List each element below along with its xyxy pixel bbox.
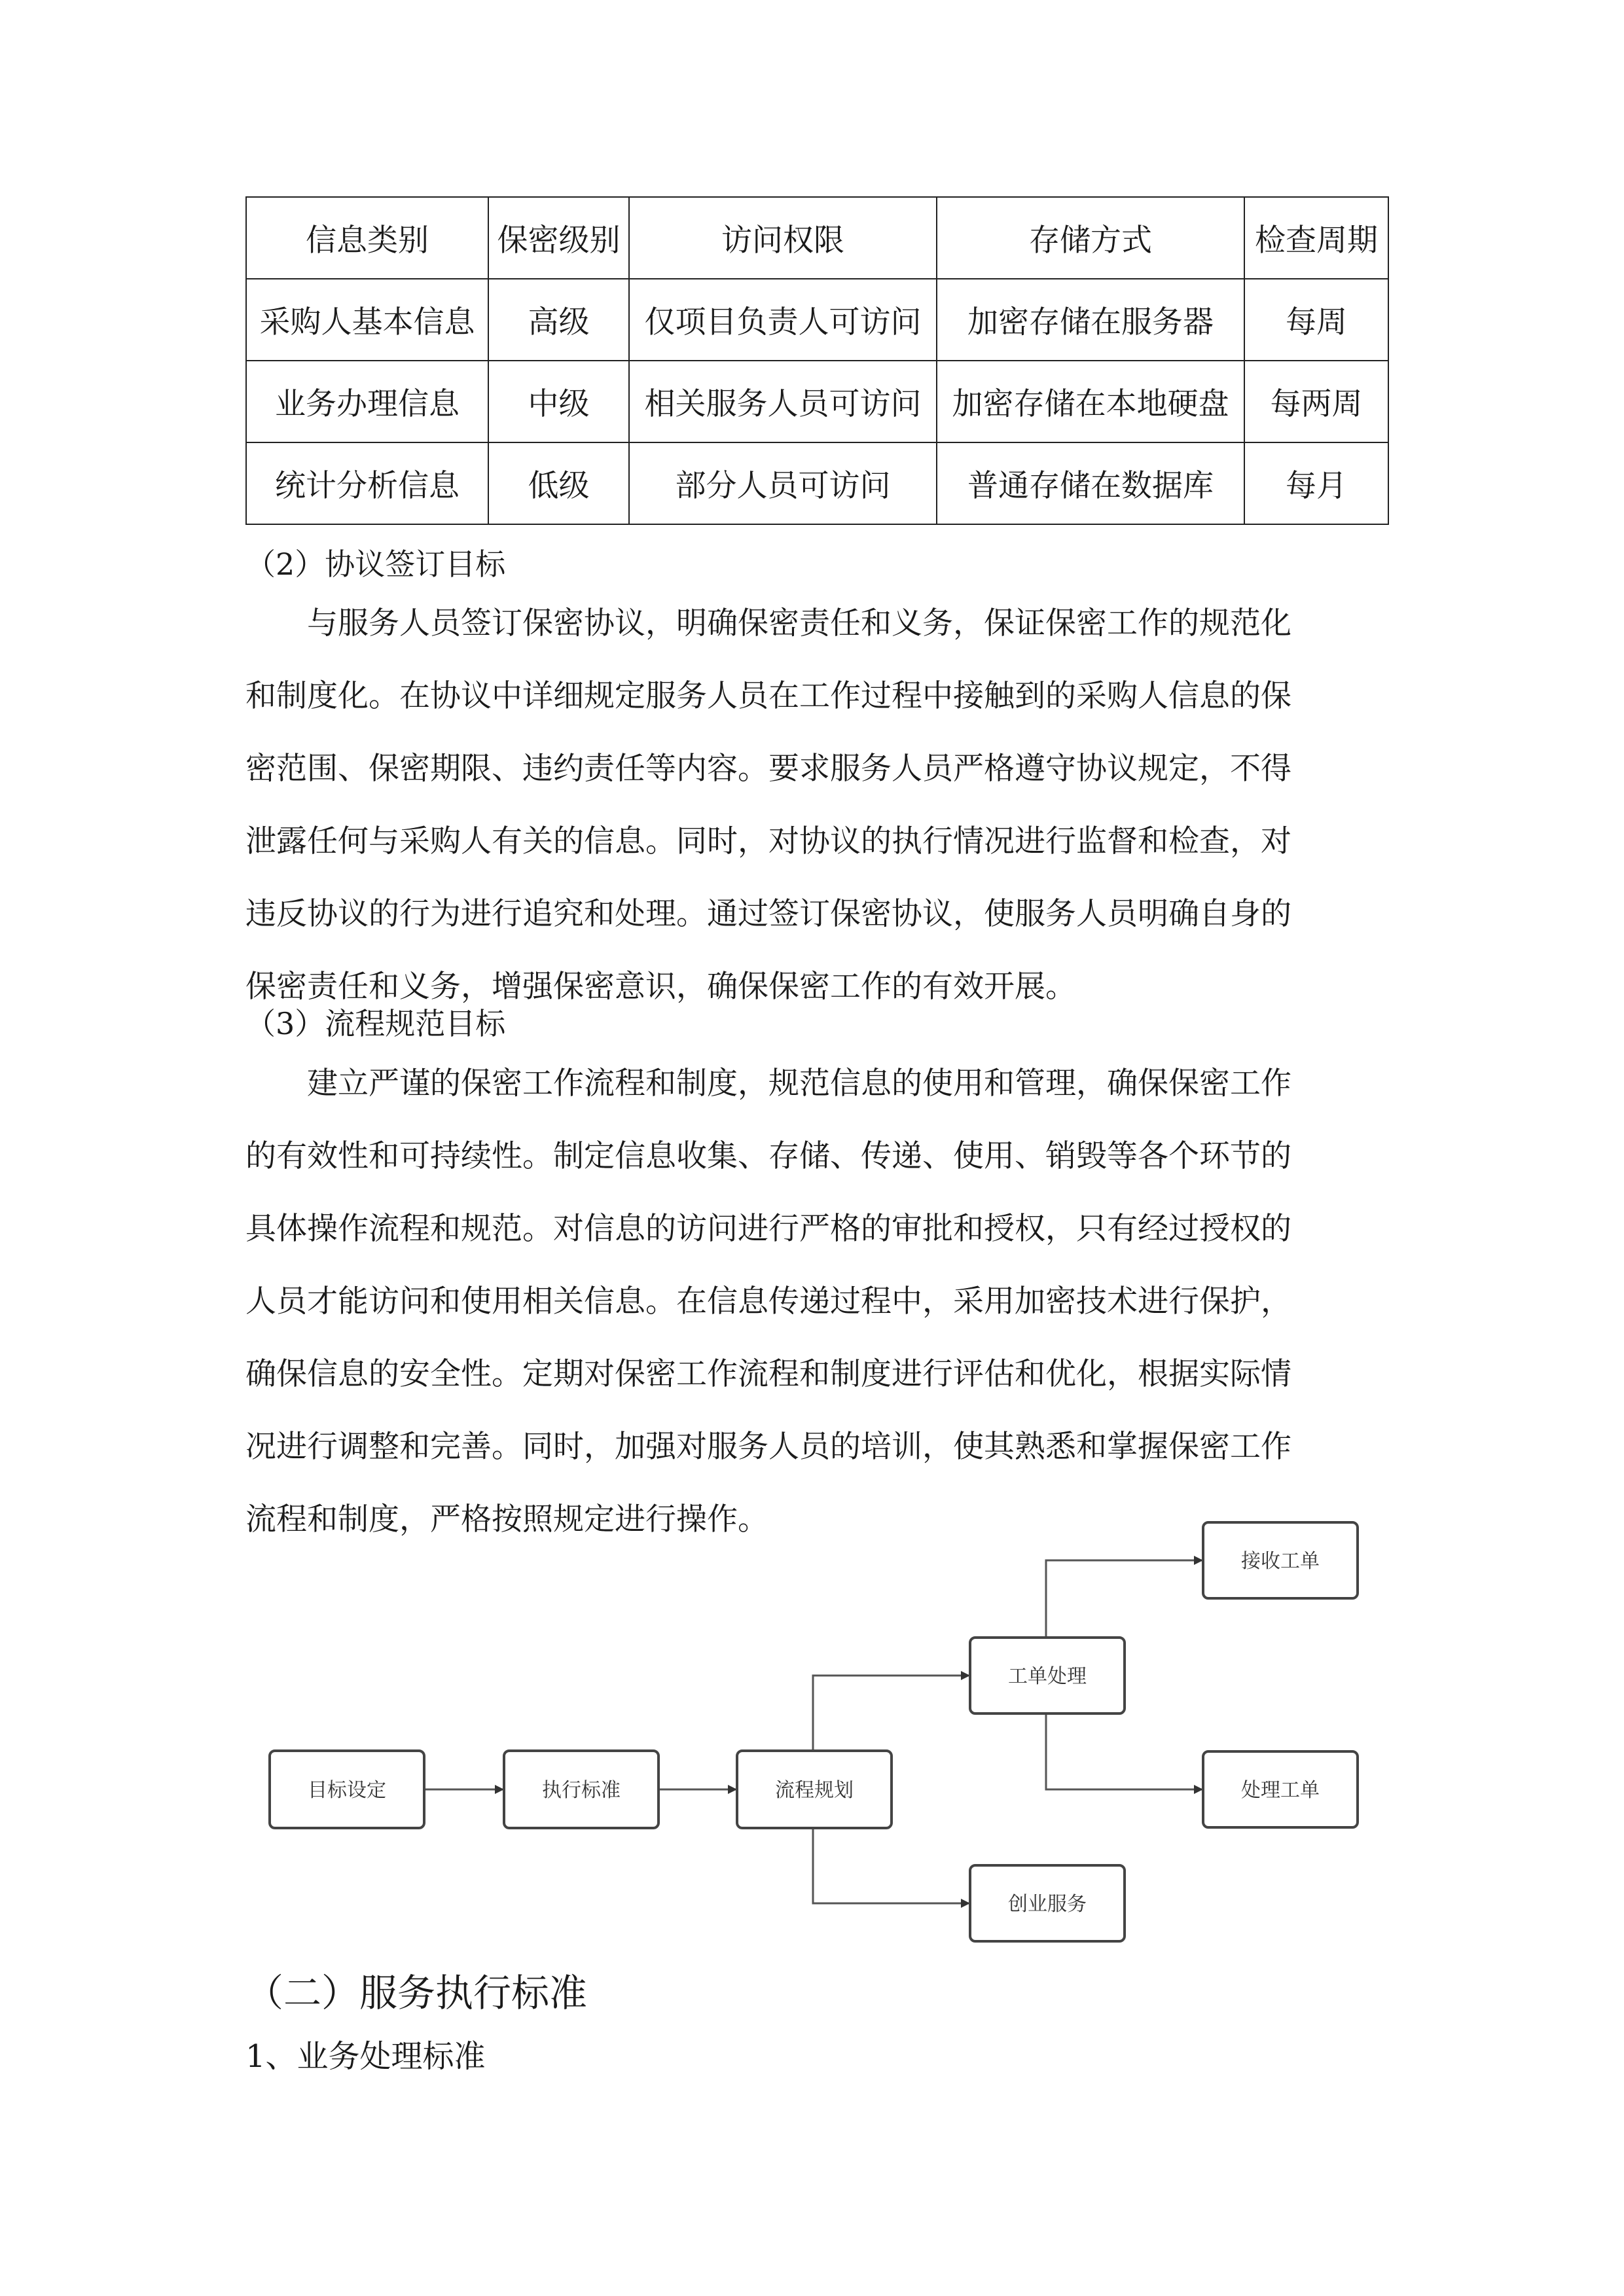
paragraph-line: 况进行调整和完善。同时，加强对服务人员的培训，使其熟悉和掌握保密工作 [245,1429,1291,1465]
table-cell: 高级 [488,279,629,361]
table-cell: 采购人基本信息 [246,279,488,361]
table-cell: 统计分析信息 [246,442,488,524]
table-cell: 每周 [1244,279,1388,361]
paragraph-line: 人员才能访问和使用相关信息。在信息传递过程中，采用加密技术进行保护， [245,1283,1291,1319]
paragraph-line: 保密责任和义务，增强保密意识，确保保密工作的有效开展。 [245,969,1076,1005]
table-cell: 部分人员可访问 [629,442,937,524]
paragraph-line: 确保信息的安全性。定期对保密工作流程和制度进行评估和优化，根据实际情 [245,1356,1291,1392]
table-cell: 中级 [488,361,629,442]
header-cell: 访问权限 [629,197,937,279]
paragraph-line: 泄露任何与采购人有关的信息。同时，对协议的执行情况进行监督和检查，对 [245,823,1291,859]
paragraph-line: 流程和制度，严格按照规定进行操作。 [245,1501,768,1537]
header-cell: 信息类别 [246,197,488,279]
edge-ticket-to-handle [1046,1715,1202,1789]
subsection-title-business: 1、业务处理标准 [245,2038,486,2075]
header-cell: 存储方式 [937,197,1244,279]
table-cell: 每月 [1244,442,1388,524]
table-cell: 加密存储在服务器 [937,279,1244,361]
node-label: 处理工单 [1241,1779,1320,1802]
node-execution-standard [504,1751,659,1828]
paragraph-line: 的有效性和可持续性。制定信息收集、存储、传递、使用、销毁等各个环节的 [245,1138,1291,1174]
node-label: 流程规划 [775,1779,854,1802]
section-heading-process: （3）流程规范目标 [245,1006,506,1041]
node-receive-ticket [1203,1522,1358,1598]
section-heading-agreement: （2）协议签订目标 [245,547,506,582]
paragraph-line: 与服务人员签订保密协议，明确保密责任和义务，保证保密工作的规范化 [307,605,1291,641]
node-ticket-processing [970,1638,1125,1713]
paragraph-line: 和制度化。在协议中详细规定服务人员在工作过程中接触到的采购人信息的保 [245,678,1291,714]
node-process-planning [737,1751,892,1828]
node-startup-service [970,1865,1125,1941]
paragraph-line: 违反协议的行为进行追究和处理。通过签订保密协议，使服务人员明确自身的 [245,896,1291,932]
node-label: 工单处理 [1008,1665,1087,1688]
section-title-service-standard: （二）服务执行标准 [245,1971,588,2015]
node-label: 执行标准 [542,1779,621,1802]
paragraph-line: 具体操作流程和规范。对信息的访问进行严格的审批和授权，只有经过授权的 [245,1211,1291,1247]
edge-plan-to-startup [813,1829,969,1903]
table-cell: 加密存储在本地硬盘 [937,361,1244,442]
node-handle-ticket [1203,1751,1358,1827]
table-cell: 普通存储在数据库 [937,442,1244,524]
table-cell: 每两周 [1244,361,1388,442]
header-cell: 检查周期 [1244,197,1388,279]
table-cell: 仅项目负责人可访问 [629,279,937,361]
node-label: 接收工单 [1241,1550,1320,1573]
node-goal-setting [270,1751,424,1828]
node-label: 创业服务 [1008,1893,1087,1916]
edge-ticket-to-receive [1046,1560,1202,1636]
table-cell: 低级 [488,442,629,524]
edge-plan-to-ticket-process [813,1676,969,1751]
table-cell: 业务办理信息 [246,361,488,442]
header-cell: 保密级别 [488,197,629,279]
table-cell: 相关服务人员可访问 [629,361,937,442]
paragraph-line: 建立严谨的保密工作流程和制度，规范信息的使用和管理，确保保密工作 [307,1066,1291,1102]
paragraph-line: 密范围、保密期限、违约责任等内容。要求服务人员严格遵守协议规定，不得 [245,751,1291,787]
node-label: 目标设定 [308,1779,386,1802]
